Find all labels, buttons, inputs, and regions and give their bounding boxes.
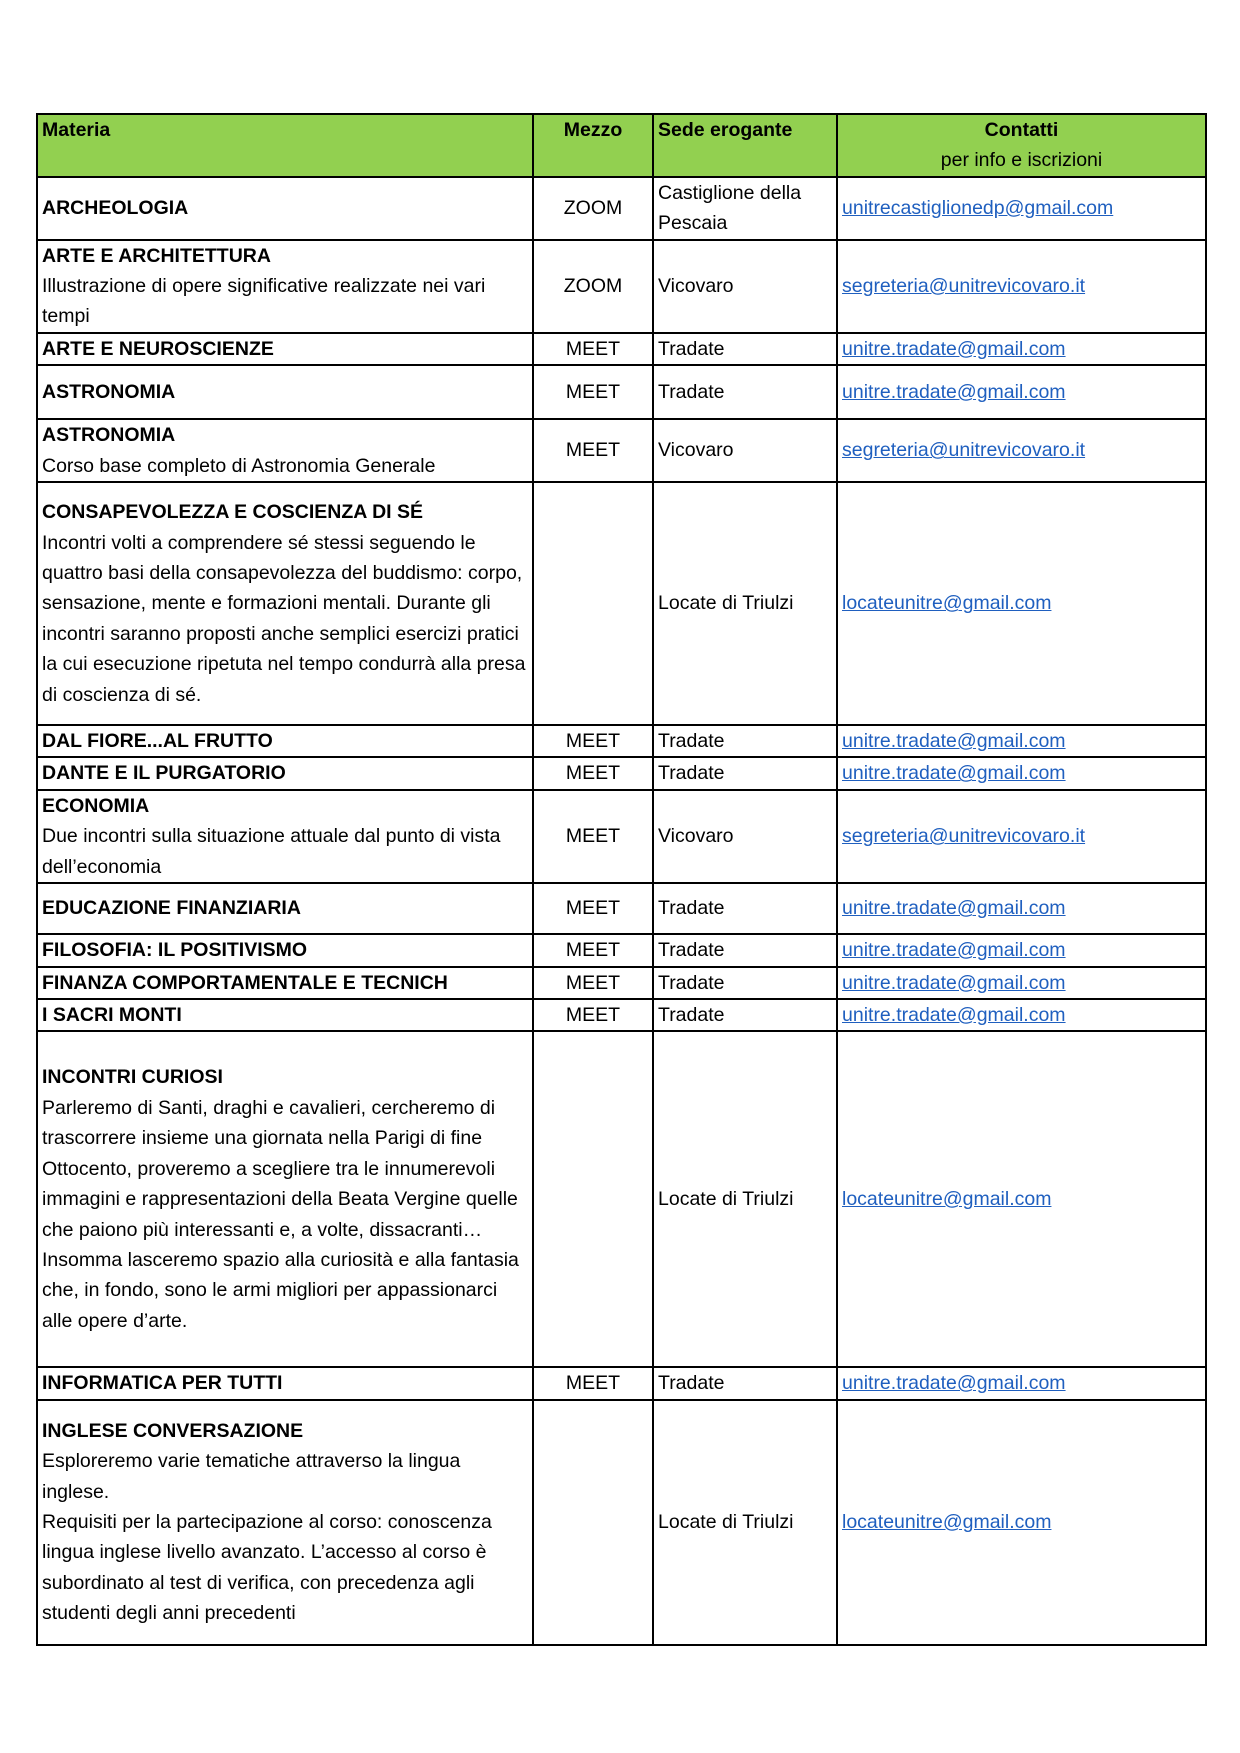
table-row [37, 967, 1206, 999]
contatti-cell [837, 725, 1206, 757]
materia-cell [37, 333, 533, 365]
materia-description: Corso base completo di Astronomia Generale [42, 454, 436, 477]
courses-table [36, 113, 1207, 1646]
materia-title: ASTRONOMIA [42, 381, 176, 404]
sede-cell: Tradate [653, 1367, 837, 1399]
mezzo-cell [533, 1400, 653, 1645]
sede-cell: Tradate [653, 757, 837, 789]
table-row [37, 177, 1206, 240]
materia-cell [37, 177, 533, 240]
mezzo-cell: MEET [533, 365, 653, 419]
sede-cell: Vicovaro [653, 419, 837, 482]
contatti-cell [837, 790, 1206, 883]
sede-cell: Tradate [653, 725, 837, 757]
email-link[interactable]: unitre.tradate@gmail.com [842, 381, 1066, 404]
contatti-cell [837, 1367, 1206, 1399]
header-sede: Sede erogante [653, 114, 837, 177]
materia-title: INCONTRI CURIOSI [42, 1066, 223, 1089]
contatti-cell [837, 482, 1206, 725]
mezzo-cell: ZOOM [533, 177, 653, 240]
mezzo-cell: MEET [533, 333, 653, 365]
table-row [37, 725, 1206, 757]
sede-cell: Tradate [653, 934, 837, 966]
materia-cell [37, 967, 533, 999]
sede-cell: Tradate [653, 967, 837, 999]
materia-title: ARTE E ARCHITETTURA [42, 244, 271, 267]
materia-title: DAL FIORE...AL FRUTTO [42, 730, 273, 753]
sede-cell: Locate di Triulzi [653, 1400, 837, 1645]
email-link[interactable]: unitre.tradate@gmail.com [842, 1372, 1066, 1395]
sede-cell: Tradate [653, 883, 837, 934]
contatti-cell [837, 999, 1206, 1031]
email-link[interactable]: unitre.tradate@gmail.com [842, 762, 1066, 785]
sede-cell: Castiglione della Pescaia [653, 177, 837, 240]
table-body [37, 177, 1206, 1645]
mezzo-cell: MEET [533, 883, 653, 934]
email-link[interactable]: locateunitre@gmail.com [842, 592, 1052, 615]
table-row [37, 999, 1206, 1031]
materia-description: Parleremo di Santi, draghi e cavalieri, cercheremo di trascorrere insieme una giornata nella Parigi di fine Ottocento, proveremo a scegliere tra le innumerevoli immagini e rappresentazioni della Beata Vergine quelle che paiono più interessanti e, a volte, dissacranti… Insomma lasceremo spazio alla curiosità e alla fantasia che, in fondo, sono le armi migliori per appassionarci alle opere d’arte. [42, 1096, 519, 1332]
materia-cell [37, 725, 533, 757]
mezzo-cell: MEET [533, 419, 653, 482]
email-link[interactable]: unitre.tradate@gmail.com [842, 1003, 1066, 1026]
contatti-cell [837, 883, 1206, 934]
materia-title: INFORMATICA PER TUTTI [42, 1372, 283, 1395]
materia-description: Due incontri sulla situazione attuale dal punto di vista dell’economia [42, 825, 501, 878]
email-link[interactable]: segreteria@unitrevicovaro.it [842, 439, 1086, 462]
table-row [37, 1367, 1206, 1399]
materia-cell [37, 883, 533, 934]
materia-description: Illustrazione di opere significative realizzate nei vari tempi [42, 275, 486, 328]
materia-cell [37, 1400, 533, 1645]
header-mezzo: Mezzo [533, 114, 653, 177]
sede-cell: Vicovaro [653, 240, 837, 333]
mezzo-cell: MEET [533, 934, 653, 966]
sede-cell: Tradate [653, 333, 837, 365]
header-row [37, 114, 1206, 177]
contatti-cell [837, 934, 1206, 966]
materia-cell [37, 757, 533, 789]
header-contatti-title: Contatti [984, 119, 1059, 141]
materia-description: Incontri volti a comprendere sé stessi seguendo le quattro basi della consapevolezza del buddismo: corpo, sensazione, mente e formazioni mentali. Durante gli incontri saranno proposti anche semplici esercizi pratici la cui esecuzione ripetuta nel tempo condurrà alla presa di coscienza di sé. [42, 531, 526, 706]
materia-cell [37, 934, 533, 966]
email-link[interactable]: unitre.tradate@gmail.com [842, 897, 1066, 920]
materia-cell [37, 1031, 533, 1367]
materia-title: ARCHEOLOGIA [42, 197, 189, 220]
mezzo-cell: MEET [533, 757, 653, 789]
contatti-cell [837, 240, 1206, 333]
email-link[interactable]: locateunitre@gmail.com [842, 1511, 1052, 1534]
materia-title: ASTRONOMIA [42, 424, 176, 447]
materia-cell [37, 790, 533, 883]
mezzo-cell: MEET [533, 790, 653, 883]
materia-cell [37, 999, 533, 1031]
materia-title: INGLESE CONVERSAZIONE [42, 1419, 304, 1442]
table-row [37, 333, 1206, 365]
contatti-cell [837, 1031, 1206, 1367]
materia-title: CONSAPEVOLEZZA E COSCIENZA DI SÉ [42, 501, 424, 524]
email-link[interactable]: unitre.tradate@gmail.com [842, 730, 1066, 753]
contatti-cell [837, 365, 1206, 419]
table-row [37, 790, 1206, 883]
sede-cell: Vicovaro [653, 790, 837, 883]
contatti-cell [837, 419, 1206, 482]
materia-title: EDUCAZIONE FINANZIARIA [42, 897, 301, 920]
table-row [37, 934, 1206, 966]
email-link[interactable]: unitre.tradate@gmail.com [842, 971, 1066, 994]
contatti-cell [837, 177, 1206, 240]
sede-cell: Locate di Triulzi [653, 482, 837, 725]
sede-cell: Tradate [653, 365, 837, 419]
sede-cell: Tradate [653, 999, 837, 1031]
mezzo-cell: MEET [533, 967, 653, 999]
materia-title: FINANZA COMPORTAMENTALE E TECNICH [42, 971, 448, 994]
contatti-cell [837, 333, 1206, 365]
contatti-cell [837, 1400, 1206, 1645]
materia-cell [37, 482, 533, 725]
table-row [37, 240, 1206, 333]
materia-title: ECONOMIA [42, 794, 150, 817]
email-link[interactable]: unitre.tradate@gmail.com [842, 337, 1066, 360]
contatti-cell [837, 757, 1206, 789]
mezzo-cell: MEET [533, 1367, 653, 1399]
table-row [37, 419, 1206, 482]
table-row [37, 1400, 1206, 1645]
table-row [37, 482, 1206, 725]
contatti-cell [837, 967, 1206, 999]
materia-title: FILOSOFIA: IL POSITIVISMO [42, 939, 308, 962]
materia-title: ARTE E NEUROSCIENZE [42, 337, 274, 360]
materia-cell [37, 365, 533, 419]
mezzo-cell: MEET [533, 999, 653, 1031]
mezzo-cell: ZOOM [533, 240, 653, 333]
email-link[interactable]: unitre.tradate@gmail.com [842, 939, 1066, 962]
mezzo-cell: MEET [533, 725, 653, 757]
materia-cell [37, 240, 533, 333]
header-contatti-subtitle: per info e iscrizioni [940, 149, 1103, 172]
table-row [37, 1031, 1206, 1367]
table-row [37, 883, 1206, 934]
table-row [37, 365, 1206, 419]
materia-cell [37, 419, 533, 482]
materia-cell [37, 1367, 533, 1399]
email-link[interactable]: segreteria@unitrevicovaro.it [842, 825, 1086, 848]
sede-cell: Locate di Triulzi [653, 1031, 837, 1367]
email-link[interactable]: locateunitre@gmail.com [842, 1188, 1052, 1211]
materia-title: I SACRI MONTI [42, 1003, 182, 1026]
mezzo-cell [533, 1031, 653, 1367]
mezzo-cell [533, 482, 653, 725]
email-link[interactable]: unitrecastiglionedp@gmail.com [842, 197, 1114, 220]
materia-title: DANTE E IL PURGATORIO [42, 762, 286, 785]
materia-description: Esploreremo varie tematiche attraverso la lingua inglese. Requisiti per la partecipazione al corso: conoscenza lingua inglese livello avanzato. L’accesso al corso è subordinato al test di verifica, con precedenza agli studenti degli anni precedenti [42, 1450, 492, 1625]
header-contatti [837, 114, 1206, 177]
header-materia: Materia [37, 114, 533, 177]
email-link[interactable]: segreteria@unitrevicovaro.it [842, 275, 1086, 298]
table-row [37, 757, 1206, 789]
